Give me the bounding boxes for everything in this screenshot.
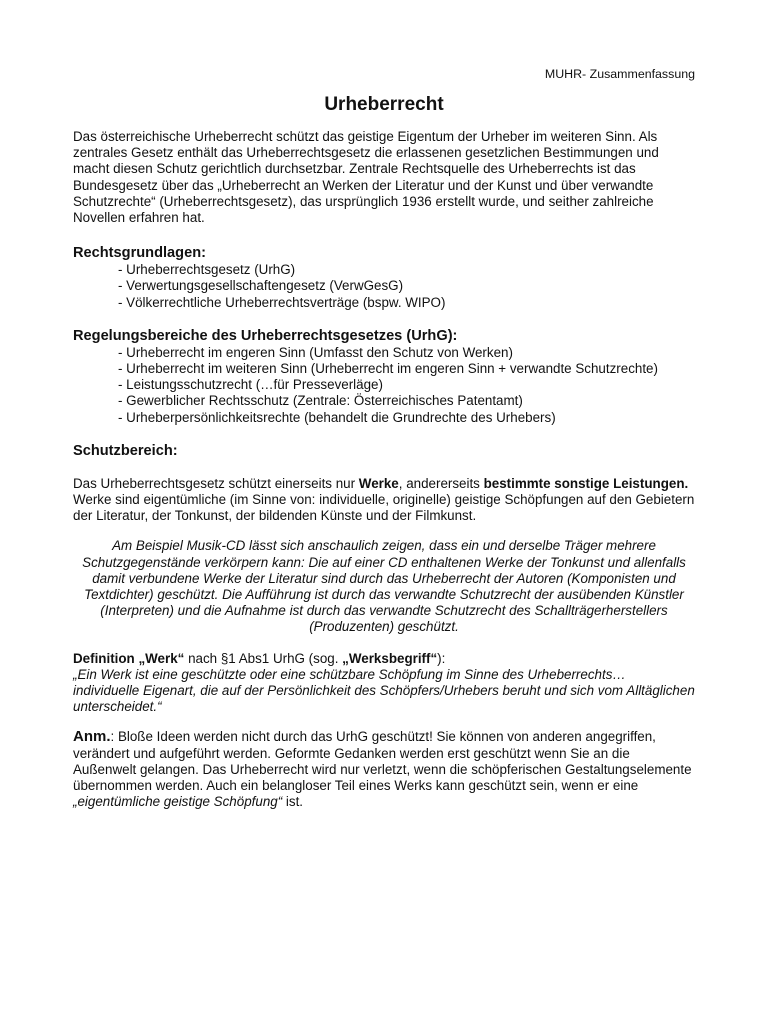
text-span: ): [437,650,446,666]
text-span: Bloße Ideen werden nicht durch das UrhG geschützt! Sie können von anderen angegriffen, verändert und aufgeführt werden. Geformte Gedanken werden erst geschützt wenn Sie an die Außenwelt gelangen. Das Urheberrecht wird nur verletzt, wenn die schöpferischen Gestaltungselemente übernommen werden. Auch ein belangloser Teil eines Werks kann geschützt sein, wenn er eine [73,729,692,794]
text-span: Werke sind eigentümliche (im Sinne von: individuelle, originelle) geistige Schöpfungen auf den Gebietern der Literatur, der Tonkunst, der bildenden Künste und der Filmkunst. [73,492,695,524]
document-header: MUHR- Zusammenfassung [544,67,695,81]
list-item: - Urheberpersönlichkeitsrechte (behandelt die Grundrechte des Urhebers) [118,409,556,425]
page-title: Urheberrecht [324,94,444,115]
section-heading-regelungsbereiche: Regelungsbereiche des Urheberrechtsgesetzes (UrhG): [73,327,458,344]
list-item: - Urheberrecht im weiteren Sinn (Urheberrecht im engeren Sinn + verwandte Schutzrechte) [118,361,658,377]
intro-paragraph: Das österreichische Urheberrecht schützt das geistige Eigentum der Urheber im weiteren Sinn. Als zentrales Gesetz enthält das Urheberrechtsgesetz die erlassenen gesetzlichen Bestimmungen und macht diesen Schutz gerichtlich durchsetzbar. Zentrale Rechtsquelle des Urheberrechts ist das Bundesgesetz über das „Urheberrecht an Werken der Literatur und der Kunst und über verwandte Schutzrechte“ (Urheberrechtsgesetz), das ursprünglich 1936 erstellt wurde, und seither zahlreiche Novellen erfahren hat. [73,129,659,226]
italic-phrase: „eigentümliche geistige Schöpfung“ [73,794,283,810]
schutzbereich-paragraph [73,476,695,525]
definition-line [73,651,695,667]
list-item: - Gewerblicher Rechtsschutz (Zentrale: Österreichisches Patentamt) [118,393,523,409]
list-item: - Leistungsschutzrecht (…für Presseverläge) [118,377,383,393]
note-label: Anm. [73,728,111,746]
text-span: ist. [282,794,304,810]
text-span: Das Urheberrechtsgesetz schützt einerseits nur [73,475,359,491]
list-item: - Urheberrecht im engeren Sinn (Umfasst den Schutz von Werken) [118,344,513,360]
section-heading-rechtsgrundlagen: Rechtsgrundlagen: [73,245,206,262]
regelungsbereiche-list [118,345,695,426]
bold-term-werke: Werke [358,475,399,491]
rechtsgrundlagen-list [118,262,695,311]
example-paragraph: Am Beispiel Musik-CD lässt sich anschaulich zeigen, dass ein und derselbe Träger mehrere Schutzgegenstände verkörpern kann: Die auf einer CD enthaltenen Werke der Tonkunst und allenfalls damit verbundene Werke der Literatur sind durch das Urheberrecht der Autoren (Komponisten und Textdichter) geschützt. Die Aufführung ist durch das verwandte Schutzrecht der ausübenden Künstler (Interpreten) und die Aufnahme ist durch das verwandte Schutzrecht des Schallträgerherstellers (Produzenten) geschützt. [82,538,686,635]
section-heading-schutzbereich: Schutzbereich: [73,442,178,459]
list-item: - Verwertungsgesellschaftengesetz (VerwGesG) [118,278,404,294]
definition-quote: „Ein Werk ist eine geschützte oder eine schützbare Schöpfung im Sinne des Urheberrechts… individuelle Eigenart, die auf der Persönlichkeit des Schöpfers/Urhebers beruht und sich vom Alltäglichen unterscheidet.“ [73,666,695,715]
definition-label: Definition „Werk“ [73,650,185,666]
text-span: , andererseits [398,475,484,491]
note-paragraph [73,729,695,810]
bold-term-leistungen: bestimmte sonstige Leistungen. [483,475,689,491]
document-page [73,66,695,811]
text-span: : [110,729,115,745]
list-item: - Urheberrechtsgesetz (UrhG) [118,262,296,278]
definition-term: „Werksbegriff“ [342,650,438,666]
list-item: - Völkerrechtliche Urheberrechtsverträge (bspw. WIPO) [118,294,446,310]
definition-reference: nach §1 Abs1 UrhG (sog. [184,650,343,666]
